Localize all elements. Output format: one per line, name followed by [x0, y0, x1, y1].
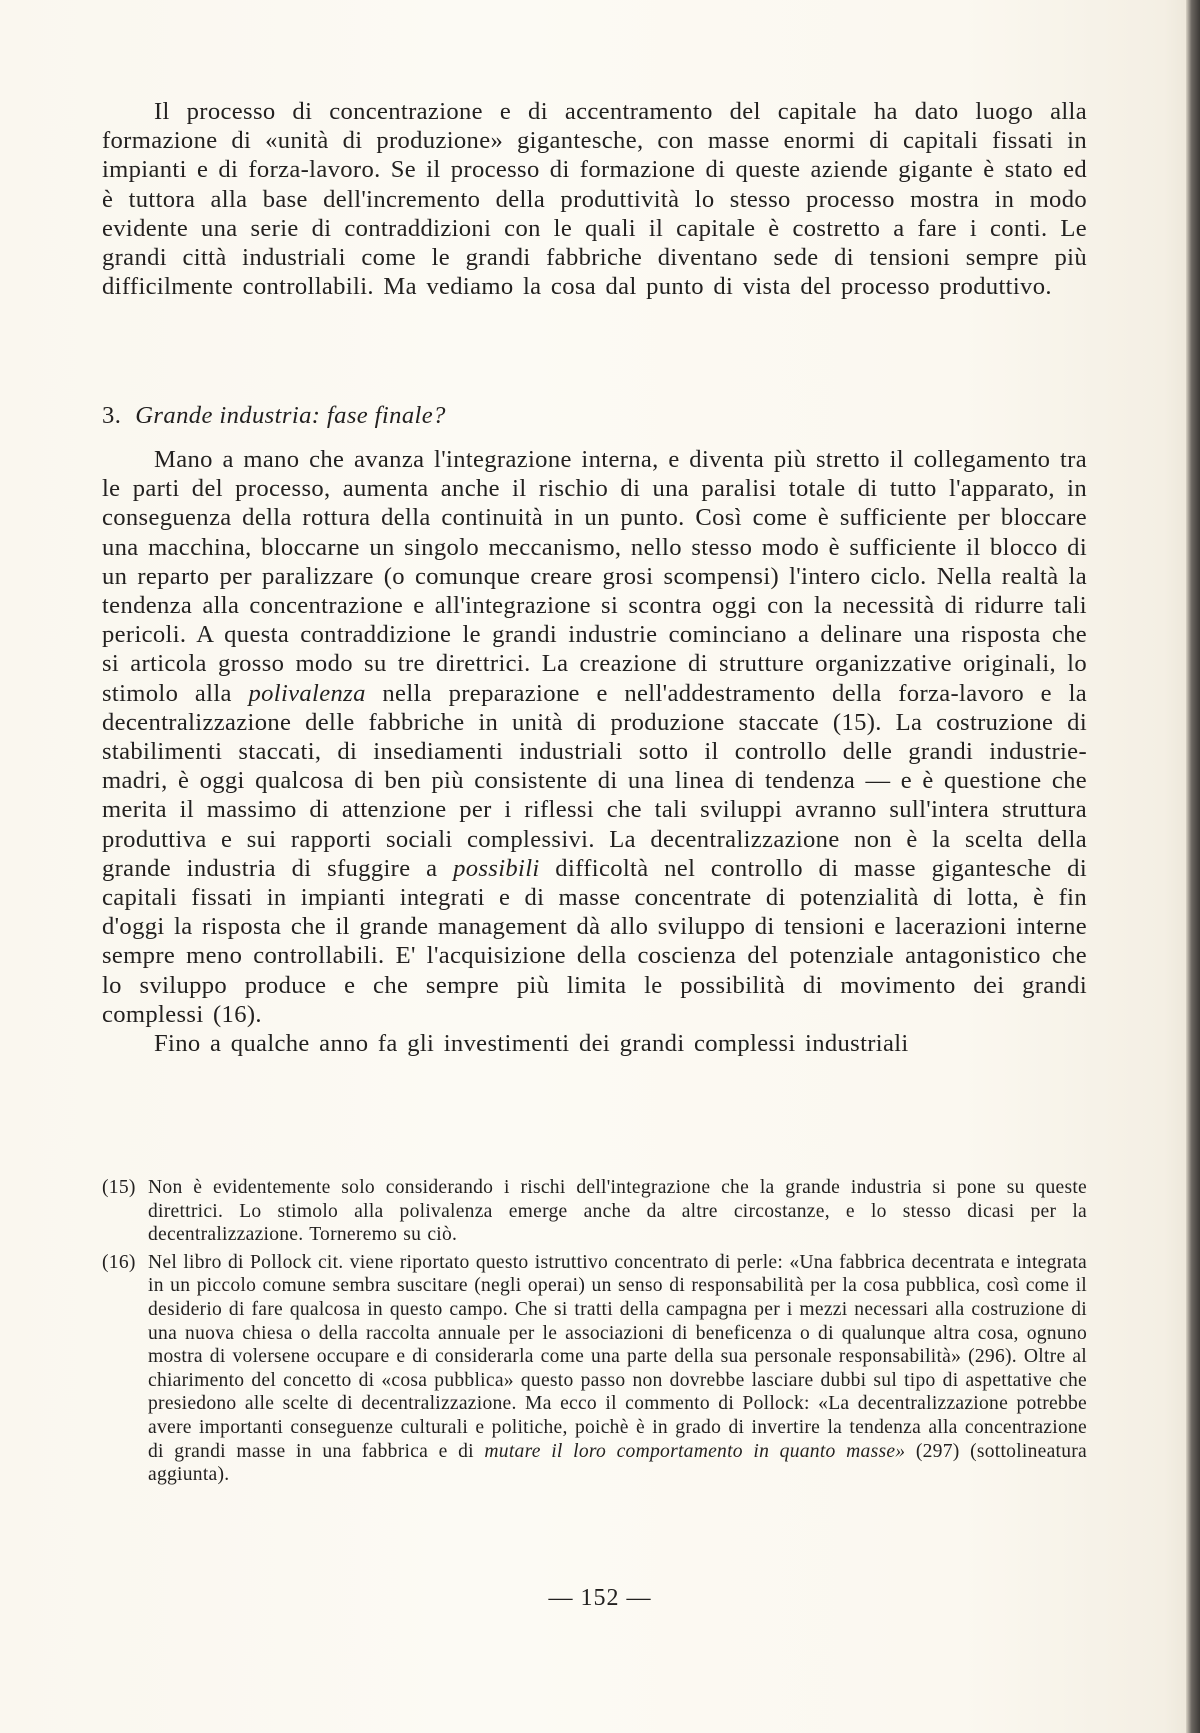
- page-number: — 152 —: [548, 1585, 652, 1611]
- footnote-text: Non è evidentemente solo considerando i rischi dell'integrazione che la grande industria si pone su queste direttrici. Lo stimolo alla polivalenza emerge anche da altre circostanze, e lo stesso dicasi per la decentralizzazione. Torneremo su ciò.: [148, 1177, 1087, 1246]
- paragraph-text: Mano a mano che avanza l'integrazione interna, e diventa più stretto il collegamento tra le parti del processo, aumenta anche il rischio di una paralisi totale di tutto l'apparato, in conseguenza della rottura della continuità in un punto. Così come è sufficiente per bloccare una macchina, bloccarne un singolo meccanismo, nello stesso modo è sufficiente il blocco di un reparto per paralizzare (o comunque creare grosi scompensi) l'intero ciclo. Nella realtà la tendenza alla concentrazione e all'integrazione si scontra oggi con la necessità di ridurre tali pericoli. A questa contraddizione le grandi industrie cominciano a delinare una risposta che si articola grosso modo su tre direttrici. La creazione di strutture organizzative originali, lo stimolo alla: [102, 446, 1087, 707]
- italic-term-possibili: possibili: [453, 854, 540, 882]
- section-number: 3.: [102, 402, 122, 429]
- paragraph-text: Fino a qualche anno fa gli investimenti dei grandi complessi industriali: [154, 1030, 909, 1058]
- page-edge-shadow: [1186, 0, 1200, 1733]
- paragraph-text: difficoltà nel controllo di masse gigantesche di capitali fissati in impianti integrati e di masse concentrate di potenzialità di lotta, è fin d'oggi la risposta che il grande management dà allo sviluppo di tensioni e lacerazioni interne sempre meno controllabili. E' l'acquisizione della coscienza del potenziale antagonistico che lo sviluppo produce e che sempre più limita le possibilità di movimento dei grandi complessi (16).: [102, 854, 1088, 1028]
- footnotes: [102, 1176, 1087, 1491]
- body-paragraph-1: [102, 97, 1087, 301]
- section-body: [102, 445, 1087, 1058]
- footnote-text: (297) (sottolineatura aggiunta).: [148, 1440, 1088, 1486]
- paragraph-text: Il processo di concentrazione e di accentramento del capitale ha dato luogo alla formazione di «unità di produzione» gigantesche, con masse enormi di capitali fissati in impianti e di forza-lavoro. Se il processo di formazione di queste aziende gigante è stato ed è tuttora alla base dell'incremento della produttività lo stesso processo mostra in modo evidente una serie di contraddizioni con le quali il capitale è costretto a fare i conti. Le grandi città industriali come le grandi fabbriche diventano sede di tensioni sempre più difficilmente controllabili. Ma vediamo la cosa dal punto di vista del processo produttivo.: [102, 98, 1087, 301]
- footnote-15: [102, 1176, 1087, 1247]
- footnote-16: [102, 1251, 1087, 1487]
- footnote-text: Nel libro di Pollock cit. viene riportato questo istruttivo concentrato di perle: «Una fabbrica decentrata e integrata in un piccolo comune sembra suscitare (negli operai) un senso di responsabilità per la cosa pubblica, così come il desiderio di fare qualcosa in questo campo. Che si tratti della campagna per i mezzi necessari alla costruzione di una nuova chiesa o della raccolta annuale per le associazioni di beneficenza o di qualunque altra cosa, ognuno mostra di volersene occupare e di considerarla come una parte della sua personale responsabilità» (296). Oltre al chiarimento del concetto di «cosa pubblica» questo passo non dovrebbe lasciare dubbi sul tipo di aspettative che presiedono alle scelte di decentralizzazione. Ma ecco il commento di Pollock: «La decentralizzazione potrebbe avere importanti conseguenze culturali e politiche, poichè è in grado di invertire la tendenza alla concentrazione di grandi masse in una fabbrica e di: [148, 1251, 1087, 1462]
- italic-term-polivalenza: polivalenza: [248, 679, 366, 707]
- section-title: Grande industria: fase finale?: [135, 402, 446, 429]
- body-paragraph-3: [102, 1029, 1087, 1058]
- paragraph-text: nella preparazione e nell'addestramento della forza-lavoro e la decentralizzazione delle fabbriche in unità di produzione staccate (15). La costruzione di stabilimenti staccati, di insediamenti industriali sotto il controllo delle grandi industrie-madri, è oggi qualcosa di ben più consistente di una linea di tendenza — e è questione che merita il massimo di attenzione per i riflessi che tali sviluppi avranno sull'intera struttura produttiva e sui rapporti sociali complessivi. La decentralizzazione non è la scelta della grande industria di sfuggire a: [102, 679, 1088, 882]
- footnote-marker: (15): [102, 1177, 136, 1198]
- body-paragraph-2: [102, 445, 1087, 1029]
- section-heading: [102, 401, 1087, 430]
- footnote-marker: (16): [102, 1251, 136, 1273]
- footnote-italic-quote: mutare il loro comportamento in quanto masse»: [484, 1440, 906, 1462]
